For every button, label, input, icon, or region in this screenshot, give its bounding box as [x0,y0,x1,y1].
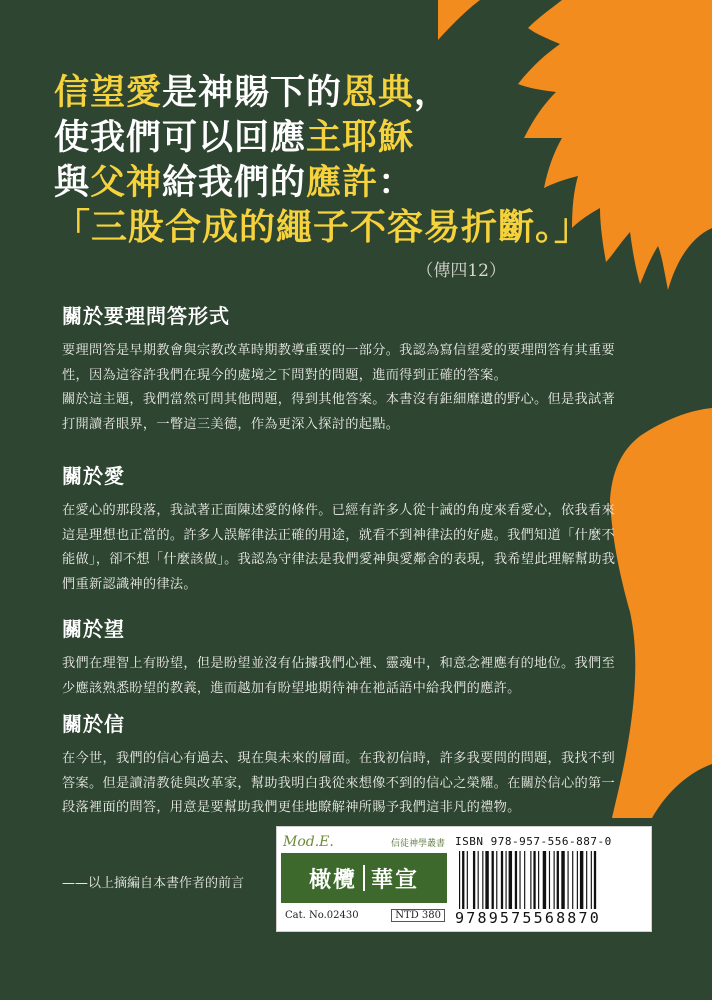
publisher-name [281,853,447,903]
headline-segment: 父神 [90,162,163,203]
isbn-label: ISBN 978-957-556-887-0 [455,835,612,848]
section-paragraph: 要理問答是早期教會與宗教改革時期教導重要的一部分。我認為寫信望愛的要理問答有其重要性，因為這容許我們在現今的處境之下問對的問題，進而得到正確的答案。 [62,343,615,383]
section-title: 關於信 [62,712,125,736]
isbn-digits: 9789575568870 [455,909,601,927]
section-catechism-form [62,300,622,437]
section-title: 關於望 [62,617,125,641]
headline-segment: 應許 [306,162,379,203]
publisher-name-part-2: 華宣 [371,866,420,893]
series-name: 信徒神學叢書 [390,838,445,849]
divider [363,865,365,891]
headline-line-2 [54,115,614,160]
section-paragraph: 我們在理智上有盼望，但是盼望並沒有佔據我們心裡、靈魂中，和意念裡應有的地位。我們至少應該熟悉盼望的教義，進而越加有盼望地期待神在祂話語中給我們的應許。 [62,656,615,696]
section-hope [62,613,622,701]
headline-line-1 [54,70,614,115]
headline-line-3 [54,160,614,205]
publisher-brand: Mod.E. [283,834,334,850]
headline-segment: 給我們的 [162,162,307,203]
headline-segment: 主耶穌 [306,117,415,158]
publisher-barcode-box [276,826,652,932]
headline-quote: 「三股合成的繩子不容易折斷。」 [54,206,592,248]
preface-attribution: ——以上摘編自本書作者的前言 [62,876,245,891]
section-paragraph: 在今世，我們的信心有過去、現在與未來的層面。在我初信時，許多我要問的問題，我找不到答案。但是讀清教徒與改革家，幫助我明白我從來想像不到的信心之榮耀。在關於信心的第一段落裡面的問答，用意是要幫助我們更佳地瞭解神所賜予我們這非凡的禮物。 [62,751,615,815]
headline-segment: 恩典 [342,72,415,113]
scripture-citation: （傳四12） [416,261,506,281]
headline-segment: 是神賜下的 [162,72,343,113]
headline-segment: 信望愛 [54,72,163,113]
headline-segment: ： [378,162,415,203]
headline-segment: 使我們可以回應 [54,117,307,158]
headline [54,70,614,250]
section-paragraph: 在愛心的那段落，我試著正面陳述愛的條件。已經有許多人從十誡的角度來看愛心，依我看來這是理想也正當的。許多人誤解律法正確的用途，就看不到神律法的好處。我們知道「什麼不能做」，卻不想「什麼該做」。我認為守律法是我們愛神與愛鄰舍的表現，我希望此理解幫助我們重新認識神的律法。 [62,503,616,592]
catalog-number: Cat. No.02430 [285,909,359,921]
price-tag: NTD 380 [391,909,445,922]
publisher-label [281,831,447,925]
headline-segment: 與 [54,162,91,203]
section-title: 關於要理問答形式 [62,304,230,328]
section-paragraph: 關於這主題，我們當然可問其他問題，得到其他答案。本書沒有鉅細靡遺的野心。但是我試著打開讀者眼界，一瞥這三美德，作為更深入探討的起點。 [62,392,615,432]
barcode-icon [457,851,643,909]
publisher-name-part-1: 橄欖 [308,866,357,893]
section-faith [62,708,622,821]
headline-segment: ， [414,72,451,113]
section-love [62,460,622,597]
section-title: 關於愛 [62,464,125,488]
